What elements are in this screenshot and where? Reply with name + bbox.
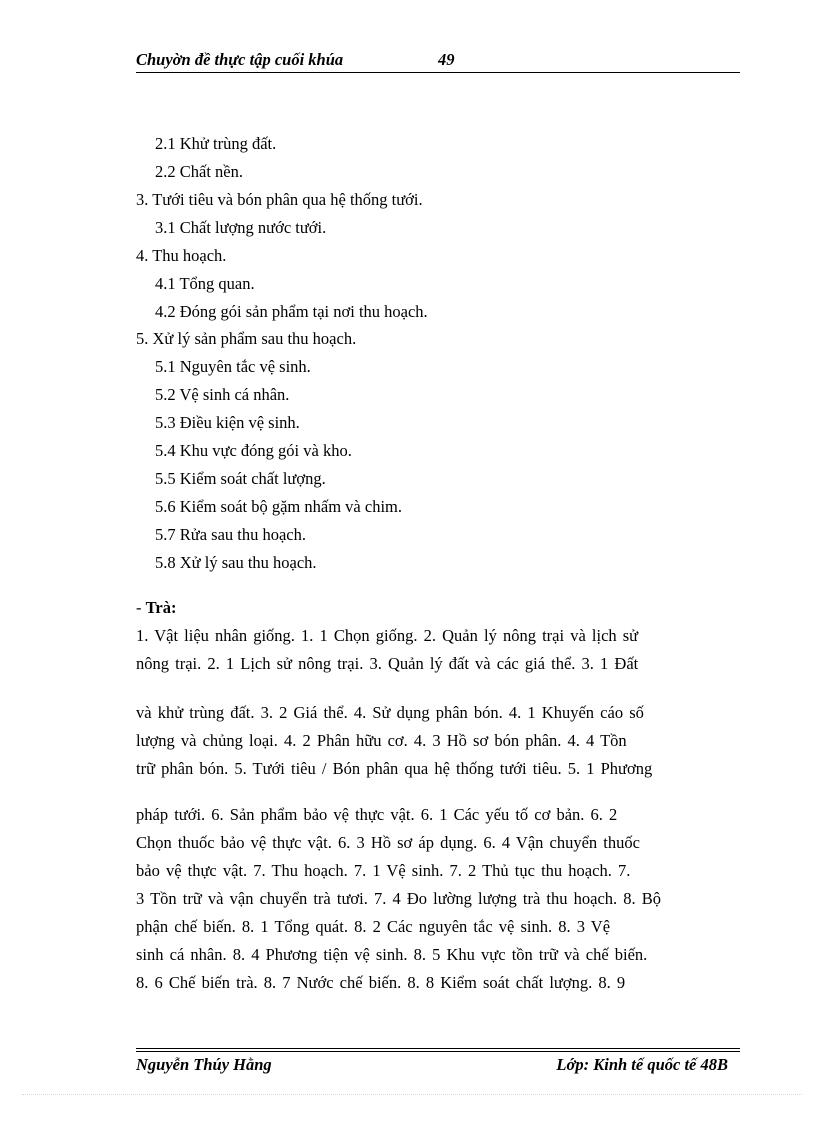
- toc-item: 5.7 Rửa sau thu hoạch.: [155, 525, 306, 544]
- footer-author: Nguyễn Thúy Hằng: [136, 1055, 272, 1074]
- tea-heading-dash: -: [136, 598, 146, 617]
- header-title: Chuyờn đề thực tập cuối khúa: [136, 50, 344, 69]
- footer-class: Lớp: Kinh tế quốc tế 48B: [556, 1055, 728, 1074]
- tea-paragraph-line: phận chế biến. 8. 1 Tổng quát. 8. 2 Các nguyên tắc vệ sinh. 8. 3 Vệ: [136, 917, 611, 936]
- footer-rule: [136, 1051, 740, 1052]
- toc-item: 5.4 Khu vực đóng gói và kho.: [155, 441, 352, 460]
- toc-item: 3.1 Chất lượng nước tưới.: [155, 218, 327, 237]
- toc-item: 5.5 Kiểm soát chất lượng.: [155, 469, 326, 488]
- tea-paragraph-line: lượng và chủng loại. 4. 2 Phân hữu cơ. 4. 3 Hồ sơ bón phân. 4. 4 Tồn: [136, 731, 627, 750]
- toc-item: 5.3 Điều kiện vệ sinh.: [155, 413, 300, 432]
- toc-item: 4.2 Đóng gói sản phẩm tại nơi thu hoạch.: [155, 302, 428, 321]
- toc-item: 3. Tưới tiêu và bón phân qua hệ thống tưới.: [136, 190, 423, 209]
- tea-paragraph-line: trữ phân bón. 5. Tưới tiêu / Bón phân qua hệ thống tưới tiêu. 5. 1 Phương: [136, 759, 653, 778]
- tea-heading-label: Trà:: [145, 598, 177, 617]
- tea-paragraph-line: pháp tưới. 6. Sản phẩm bảo vệ thực vật. 6. 1 Các yếu tố cơ bản. 6. 2: [136, 805, 618, 824]
- tea-paragraph-line: và khử trùng đất. 3. 2 Giá thể. 4. Sử dụng phân bón. 4. 1 Khuyến cáo số: [136, 703, 644, 722]
- tea-paragraph-line: 3 Tồn trữ và vận chuyển trà tươi. 7. 4 Đo lường lượng trà thu hoạch. 8. Bộ: [136, 889, 662, 908]
- tea-paragraph-line: 8. 6 Chế biến trà. 8. 7 Nước chế biến. 8. 8 Kiểm soát chất lượng. 8. 9: [136, 973, 626, 992]
- toc-item: 4. Thu hoạch.: [136, 246, 227, 265]
- toc-item: 2.1 Khử trùng đất.: [155, 134, 277, 153]
- toc-item: 5.8 Xử lý sau thu hoạch.: [155, 553, 317, 572]
- toc-item: 5.1 Nguyên tắc vệ sinh.: [155, 357, 311, 376]
- page-header: [136, 50, 740, 73]
- tea-paragraph-line: 1. Vật liệu nhân giống. 1. 1 Chọn giống. 2. Quản lý nông trại và lịch sử: [136, 626, 639, 645]
- page-edge: [22, 1094, 802, 1095]
- toc-item: 2.2 Chất nền.: [155, 162, 243, 181]
- page-number: 49: [438, 50, 455, 69]
- tea-paragraph-line: bảo vệ thực vật. 7. Thu hoạch. 7. 1 Vệ sinh. 7. 2 Thủ tục thu hoạch. 7.: [136, 861, 631, 880]
- toc-item: 4.1 Tổng quan.: [155, 274, 255, 293]
- tea-paragraph-line: nông trại. 2. 1 Lịch sử nông trại. 3. Quản lý đất và các giá thể. 3. 1 Đất: [136, 654, 639, 673]
- tea-paragraph-line: sinh cá nhân. 8. 4 Phương tiện vệ sinh. 8. 5 Khu vực tồn trữ và chế biến.: [136, 945, 648, 964]
- toc-item: 5.6 Kiểm soát bộ gặm nhấm và chim.: [155, 497, 402, 516]
- tea-paragraph-line: Chọn thuốc bảo vệ thực vật. 6. 3 Hồ sơ áp dụng. 6. 4 Vận chuyển thuốc: [136, 833, 640, 852]
- tea-heading: [136, 598, 176, 618]
- toc-item: 5.2 Vệ sinh cá nhân.: [155, 385, 290, 404]
- footer-rule: [136, 1048, 740, 1049]
- toc-item: 5. Xử lý sản phẩm sau thu hoạch.: [136, 329, 357, 348]
